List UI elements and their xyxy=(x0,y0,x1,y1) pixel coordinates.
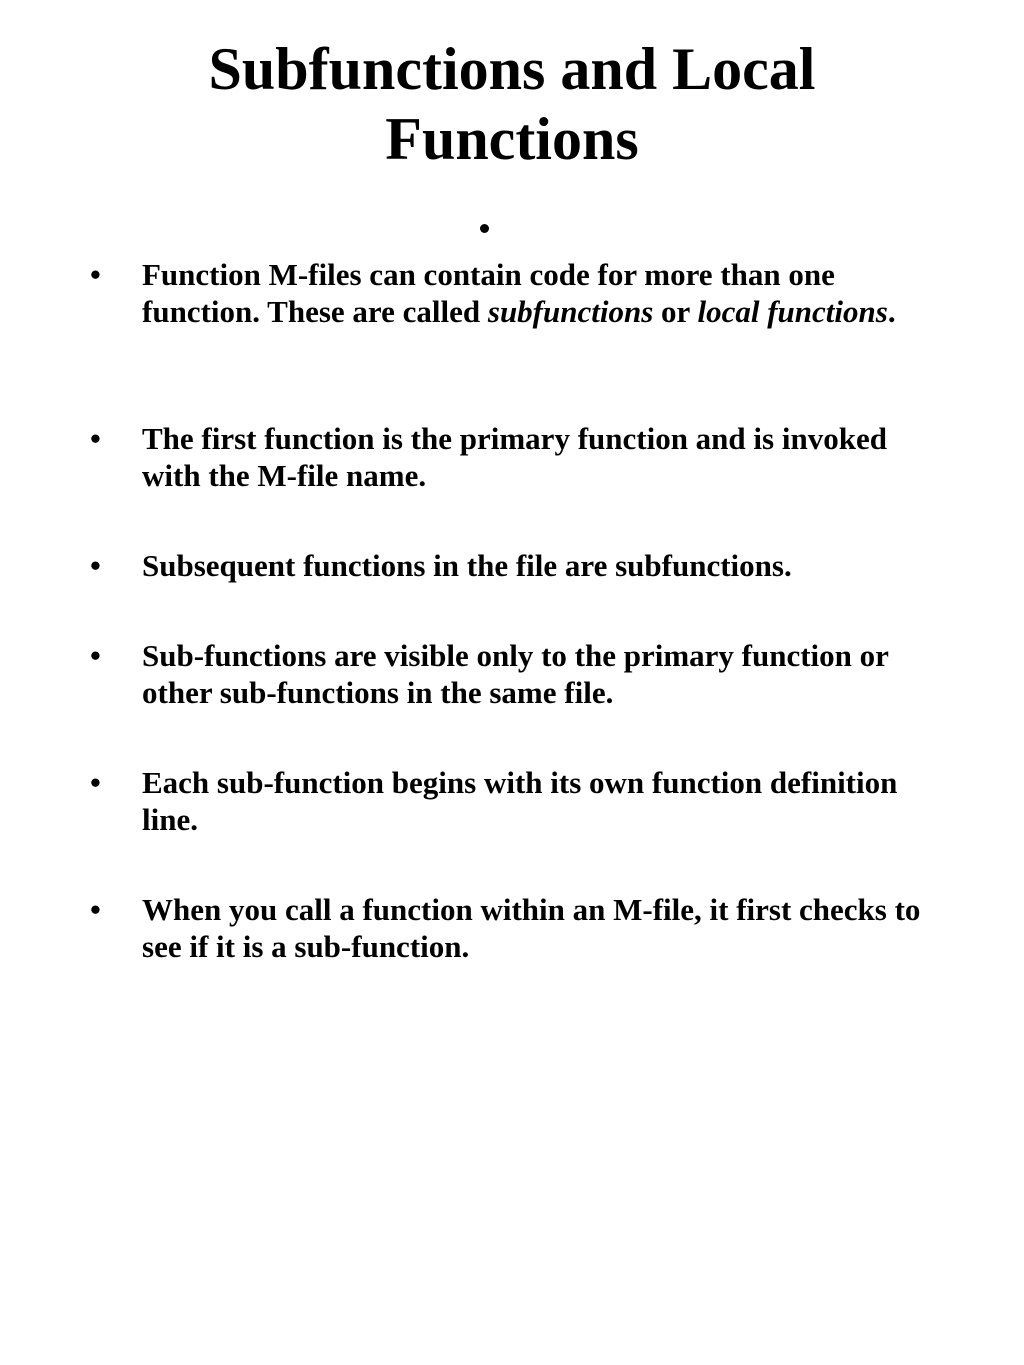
bullet-marker: • xyxy=(90,257,101,292)
bullet-text-part: . xyxy=(887,294,896,329)
bullet-text: Sub-functions are visible only to the primary function or other sub-functions in the same file. xyxy=(142,638,889,710)
bullet-text-part: or xyxy=(653,294,698,329)
bullet-text: When you call a function within an M-file, it first checks to see if it is a sub-function. xyxy=(142,892,921,964)
bullet-marker: • xyxy=(90,421,101,456)
bullet-text: The first function is the primary function and is invoked with the M-file name. xyxy=(142,421,887,493)
slide-title xyxy=(0,34,1024,174)
bullet-marker: • xyxy=(90,765,101,800)
title-line-1: Subfunctions and Local xyxy=(208,36,816,102)
bullet-marker: • xyxy=(90,892,101,927)
bullet-text: Each sub-function begins with its own function definition line. xyxy=(142,765,898,837)
term-local-functions: local functions xyxy=(697,294,888,329)
title-line-2: Functions xyxy=(385,106,639,172)
decorative-dot xyxy=(480,224,489,233)
bullet-text-part: Function M-files can contain code for more than one function. These are called xyxy=(142,257,835,329)
bullet-marker: • xyxy=(90,548,101,583)
term-subfunctions: subfunctions xyxy=(487,294,654,329)
bullet-marker: • xyxy=(90,638,101,673)
bullet-text: Subsequent functions in the file are subfunctions. xyxy=(142,548,792,583)
bullet-text xyxy=(142,256,942,330)
